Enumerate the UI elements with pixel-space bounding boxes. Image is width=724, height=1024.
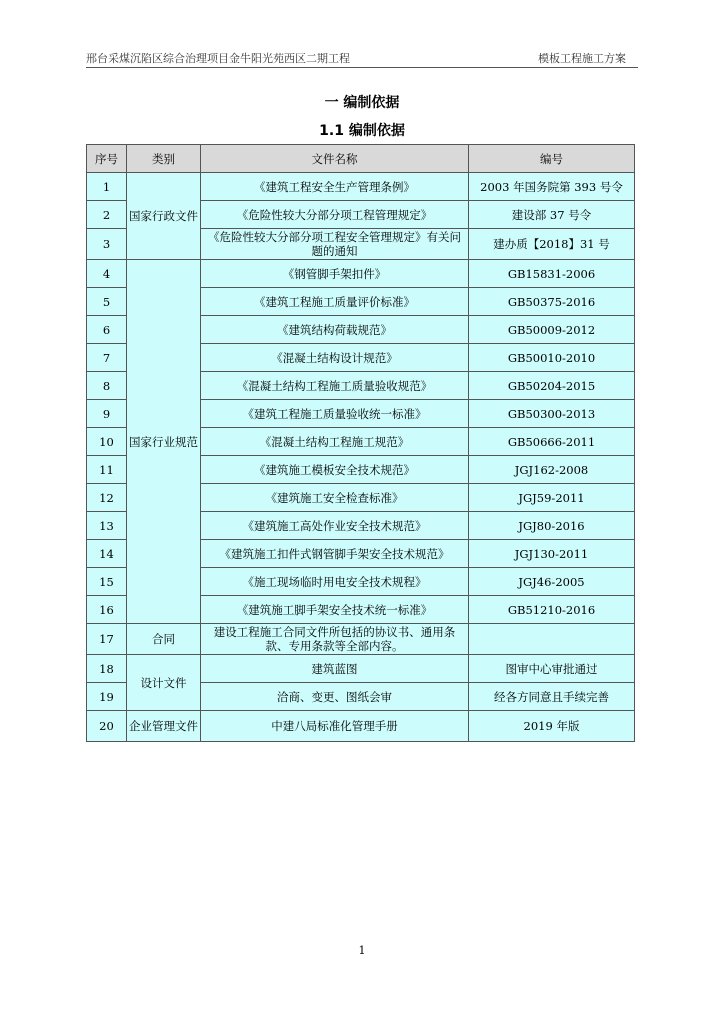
cell-code: GB50300-2013 (469, 400, 635, 428)
cell-no: 16 (87, 596, 127, 624)
table-header-row (87, 145, 635, 173)
cell-code: 2003 年国务院第 393 号令 (469, 173, 635, 201)
cell-code: 经各方同意且手续完善 (469, 683, 635, 711)
cell-code (469, 624, 635, 655)
cell-code: JGJ162-2008 (469, 456, 635, 484)
cell-code: GB50204-2015 (469, 372, 635, 400)
cell-no: 20 (87, 711, 127, 742)
cell-code: JGJ80-2016 (469, 512, 635, 540)
cell-no: 6 (87, 316, 127, 344)
cell-name: 《混凝土结构工程施工质量验收规范》 (201, 372, 469, 400)
cell-name: 《建筑工程安全生产管理条例》 (201, 173, 469, 201)
cell-category: 企业管理文件 (127, 711, 201, 742)
cell-name: 《建筑施工安全检查标准》 (201, 484, 469, 512)
table-row (87, 655, 635, 683)
cell-name: 《建筑工程施工质量评价标准》 (201, 288, 469, 316)
cell-no: 15 (87, 568, 127, 596)
header-project-name: 邢台采煤沉陷区综合治理项目金牛阳光苑西区二期工程 (86, 52, 350, 65)
cell-code: GB50009-2012 (469, 316, 635, 344)
header-cell-no: 序号 (87, 145, 127, 173)
page-header (86, 50, 638, 66)
cell-code: JGJ46-2005 (469, 568, 635, 596)
cell-no: 17 (87, 624, 127, 655)
table-row (87, 173, 635, 201)
cell-no: 1 (87, 173, 127, 201)
cell-name: 《混凝土结构工程施工规范》 (201, 428, 469, 456)
cell-no: 11 (87, 456, 127, 484)
basis-table (86, 144, 635, 742)
cell-name: 《建筑施工模板安全技术规范》 (201, 456, 469, 484)
cell-no: 7 (87, 344, 127, 372)
cell-name: 《建筑工程施工质量验收统一标准》 (201, 400, 469, 428)
header-cell-code: 编号 (469, 145, 635, 173)
cell-no: 4 (87, 260, 127, 288)
table-row (87, 260, 635, 288)
table-row (87, 624, 635, 655)
cell-code: 建设部 37 号令 (469, 201, 635, 229)
cell-no: 18 (87, 655, 127, 683)
cell-name: 洽商、变更、图纸会审 (201, 683, 469, 711)
cell-name: 建设工程施工合同文件所包括的协议书、通用条款、专用条款等全部内容。 (201, 624, 469, 655)
subsection-title: 1.1 编制依据 (319, 123, 405, 139)
table-row (87, 711, 635, 742)
cell-no: 3 (87, 229, 127, 260)
cell-name: 《危险性较大分部分项工程管理规定》 (201, 201, 469, 229)
cell-name: 《施工现场临时用电安全技术规程》 (201, 568, 469, 596)
cell-no: 8 (87, 372, 127, 400)
cell-name: 《建筑施工扣件式钢管脚手架安全技术规范》 (201, 540, 469, 568)
cell-code: 2019 年版 (469, 711, 635, 742)
cell-no: 12 (87, 484, 127, 512)
cell-name: 《建筑施工高处作业安全技术规范》 (201, 512, 469, 540)
cell-code: 图审中心审批通过 (469, 655, 635, 683)
cell-code: JGJ130-2011 (469, 540, 635, 568)
cell-name: 《建筑施工脚手架安全技术统一标准》 (201, 596, 469, 624)
cell-code: GB15831-2006 (469, 260, 635, 288)
cell-code: 建办质【2018】31 号 (469, 229, 635, 260)
cell-no: 5 (87, 288, 127, 316)
cell-no: 2 (87, 201, 127, 229)
cell-no: 9 (87, 400, 127, 428)
cell-code: GB51210-2016 (469, 596, 635, 624)
header-cell-category: 类别 (127, 145, 201, 173)
cell-no: 19 (87, 683, 127, 711)
cell-category: 设计文件 (127, 655, 201, 711)
cell-name: 中建八局标准化管理手册 (201, 711, 469, 742)
header-cell-filename: 文件名称 (201, 145, 469, 173)
cell-name: 建筑蓝图 (201, 655, 469, 683)
cell-code: GB50375-2016 (469, 288, 635, 316)
section-title: 一 编制依据 (324, 95, 400, 111)
cell-category: 国家行政文件 (127, 173, 201, 260)
cell-category: 国家行业规范 (127, 260, 201, 624)
cell-name: 《混凝土结构设计规范》 (201, 344, 469, 372)
cell-name: 《建筑结构荷载规范》 (201, 316, 469, 344)
cell-no: 13 (87, 512, 127, 540)
cell-category: 合同 (127, 624, 201, 655)
cell-name: 《危险性较大分部分项工程安全管理规定》有关问题的通知 (201, 229, 469, 260)
cell-code: GB50666-2011 (469, 428, 635, 456)
cell-no: 14 (87, 540, 127, 568)
cell-code: GB50010-2010 (469, 344, 635, 372)
header-divider (86, 67, 638, 68)
header-document-title: 模板工程施工方案 (538, 52, 626, 65)
page-number: 1 (358, 944, 366, 957)
cell-code: JGJ59-2011 (469, 484, 635, 512)
cell-no: 10 (87, 428, 127, 456)
cell-name: 《钢管脚手架扣件》 (201, 260, 469, 288)
